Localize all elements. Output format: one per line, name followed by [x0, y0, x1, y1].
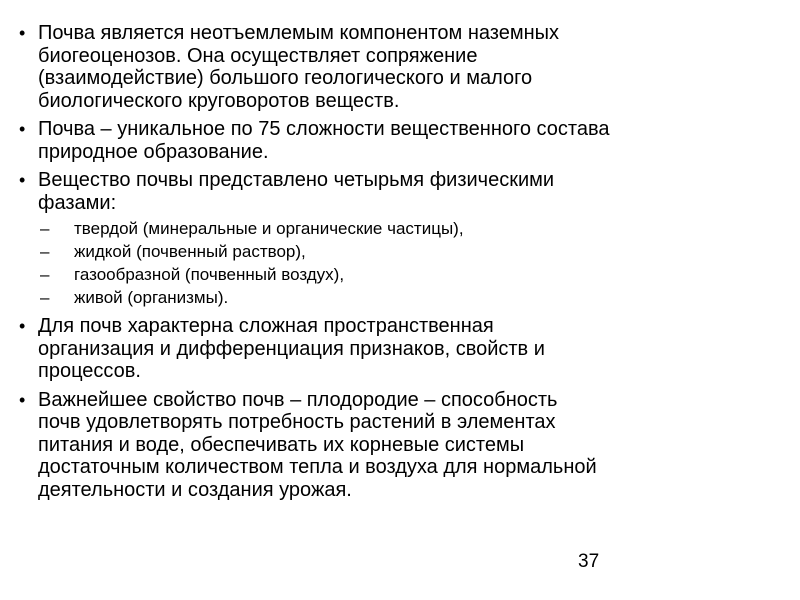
bullet-line: питания и воде, обеспечивать их корневые системы	[38, 433, 525, 456]
sub-item	[18, 218, 778, 240]
bullet-line: Важнейшее свойство почв – плодородие – способность	[38, 388, 558, 411]
sub-item-text: газообразной (почвенный воздух),	[74, 265, 345, 284]
bullet-icon: •	[19, 23, 26, 43]
sub-item	[18, 287, 778, 309]
slide-content	[18, 22, 778, 507]
bullet-line: биологического круговоротов веществ.	[38, 89, 400, 112]
bullet-icon: •	[19, 389, 26, 410]
bullet-line: Вещество почвы представлено четырьмя физическими	[38, 169, 555, 191]
bullet-line: достаточным количеством тепла и воздуха для нормальной	[38, 456, 597, 478]
sub-list	[18, 218, 778, 309]
dash-icon: –	[40, 265, 50, 284]
dash-icon: –	[40, 219, 50, 238]
bullet-line: Почва является неотъемлемым компонентом наземных	[38, 22, 560, 44]
bullet-line: процессов.	[38, 360, 141, 382]
bullet-line: почв удовлетворять потребность растений в элементах	[38, 411, 556, 433]
page-number: 37	[578, 551, 600, 572]
bullet-icon: •	[19, 170, 26, 190]
sub-item	[18, 264, 778, 286]
bullet-item	[18, 389, 778, 502]
sub-item-text: жидкой (почвенный раствор),	[74, 242, 306, 261]
bullet-line: Почва – уникальное по 75 сложности вещественного состава	[38, 118, 610, 140]
bullet-item	[18, 315, 778, 383]
dash-icon: –	[40, 288, 50, 307]
bullet-line: природное образование.	[38, 140, 269, 163]
bullet-line: деятельности и создания урожая.	[38, 478, 352, 501]
bullet-item	[18, 118, 778, 163]
bullet-line: фазами:	[38, 191, 117, 214]
bullet-icon: •	[19, 316, 26, 336]
bullet-line: организация и дифференциация признаков, свойств и	[38, 337, 545, 360]
sub-item-text: твердой (минеральные и органические частицы),	[74, 219, 464, 238]
bullet-line: (взаимодействие) большого геологического и малого	[38, 67, 533, 89]
bullet-line: биогеоценозов. Она осуществляет сопряжение	[38, 44, 478, 67]
bullet-item	[18, 22, 778, 112]
sub-item-text: живой (организмы).	[74, 288, 229, 307]
bullet-line: Для почв характерна сложная пространственная	[38, 315, 494, 337]
bullet-item	[18, 169, 778, 214]
dash-icon: –	[40, 242, 50, 261]
bullet-icon: •	[19, 119, 26, 139]
sub-item	[18, 241, 778, 263]
